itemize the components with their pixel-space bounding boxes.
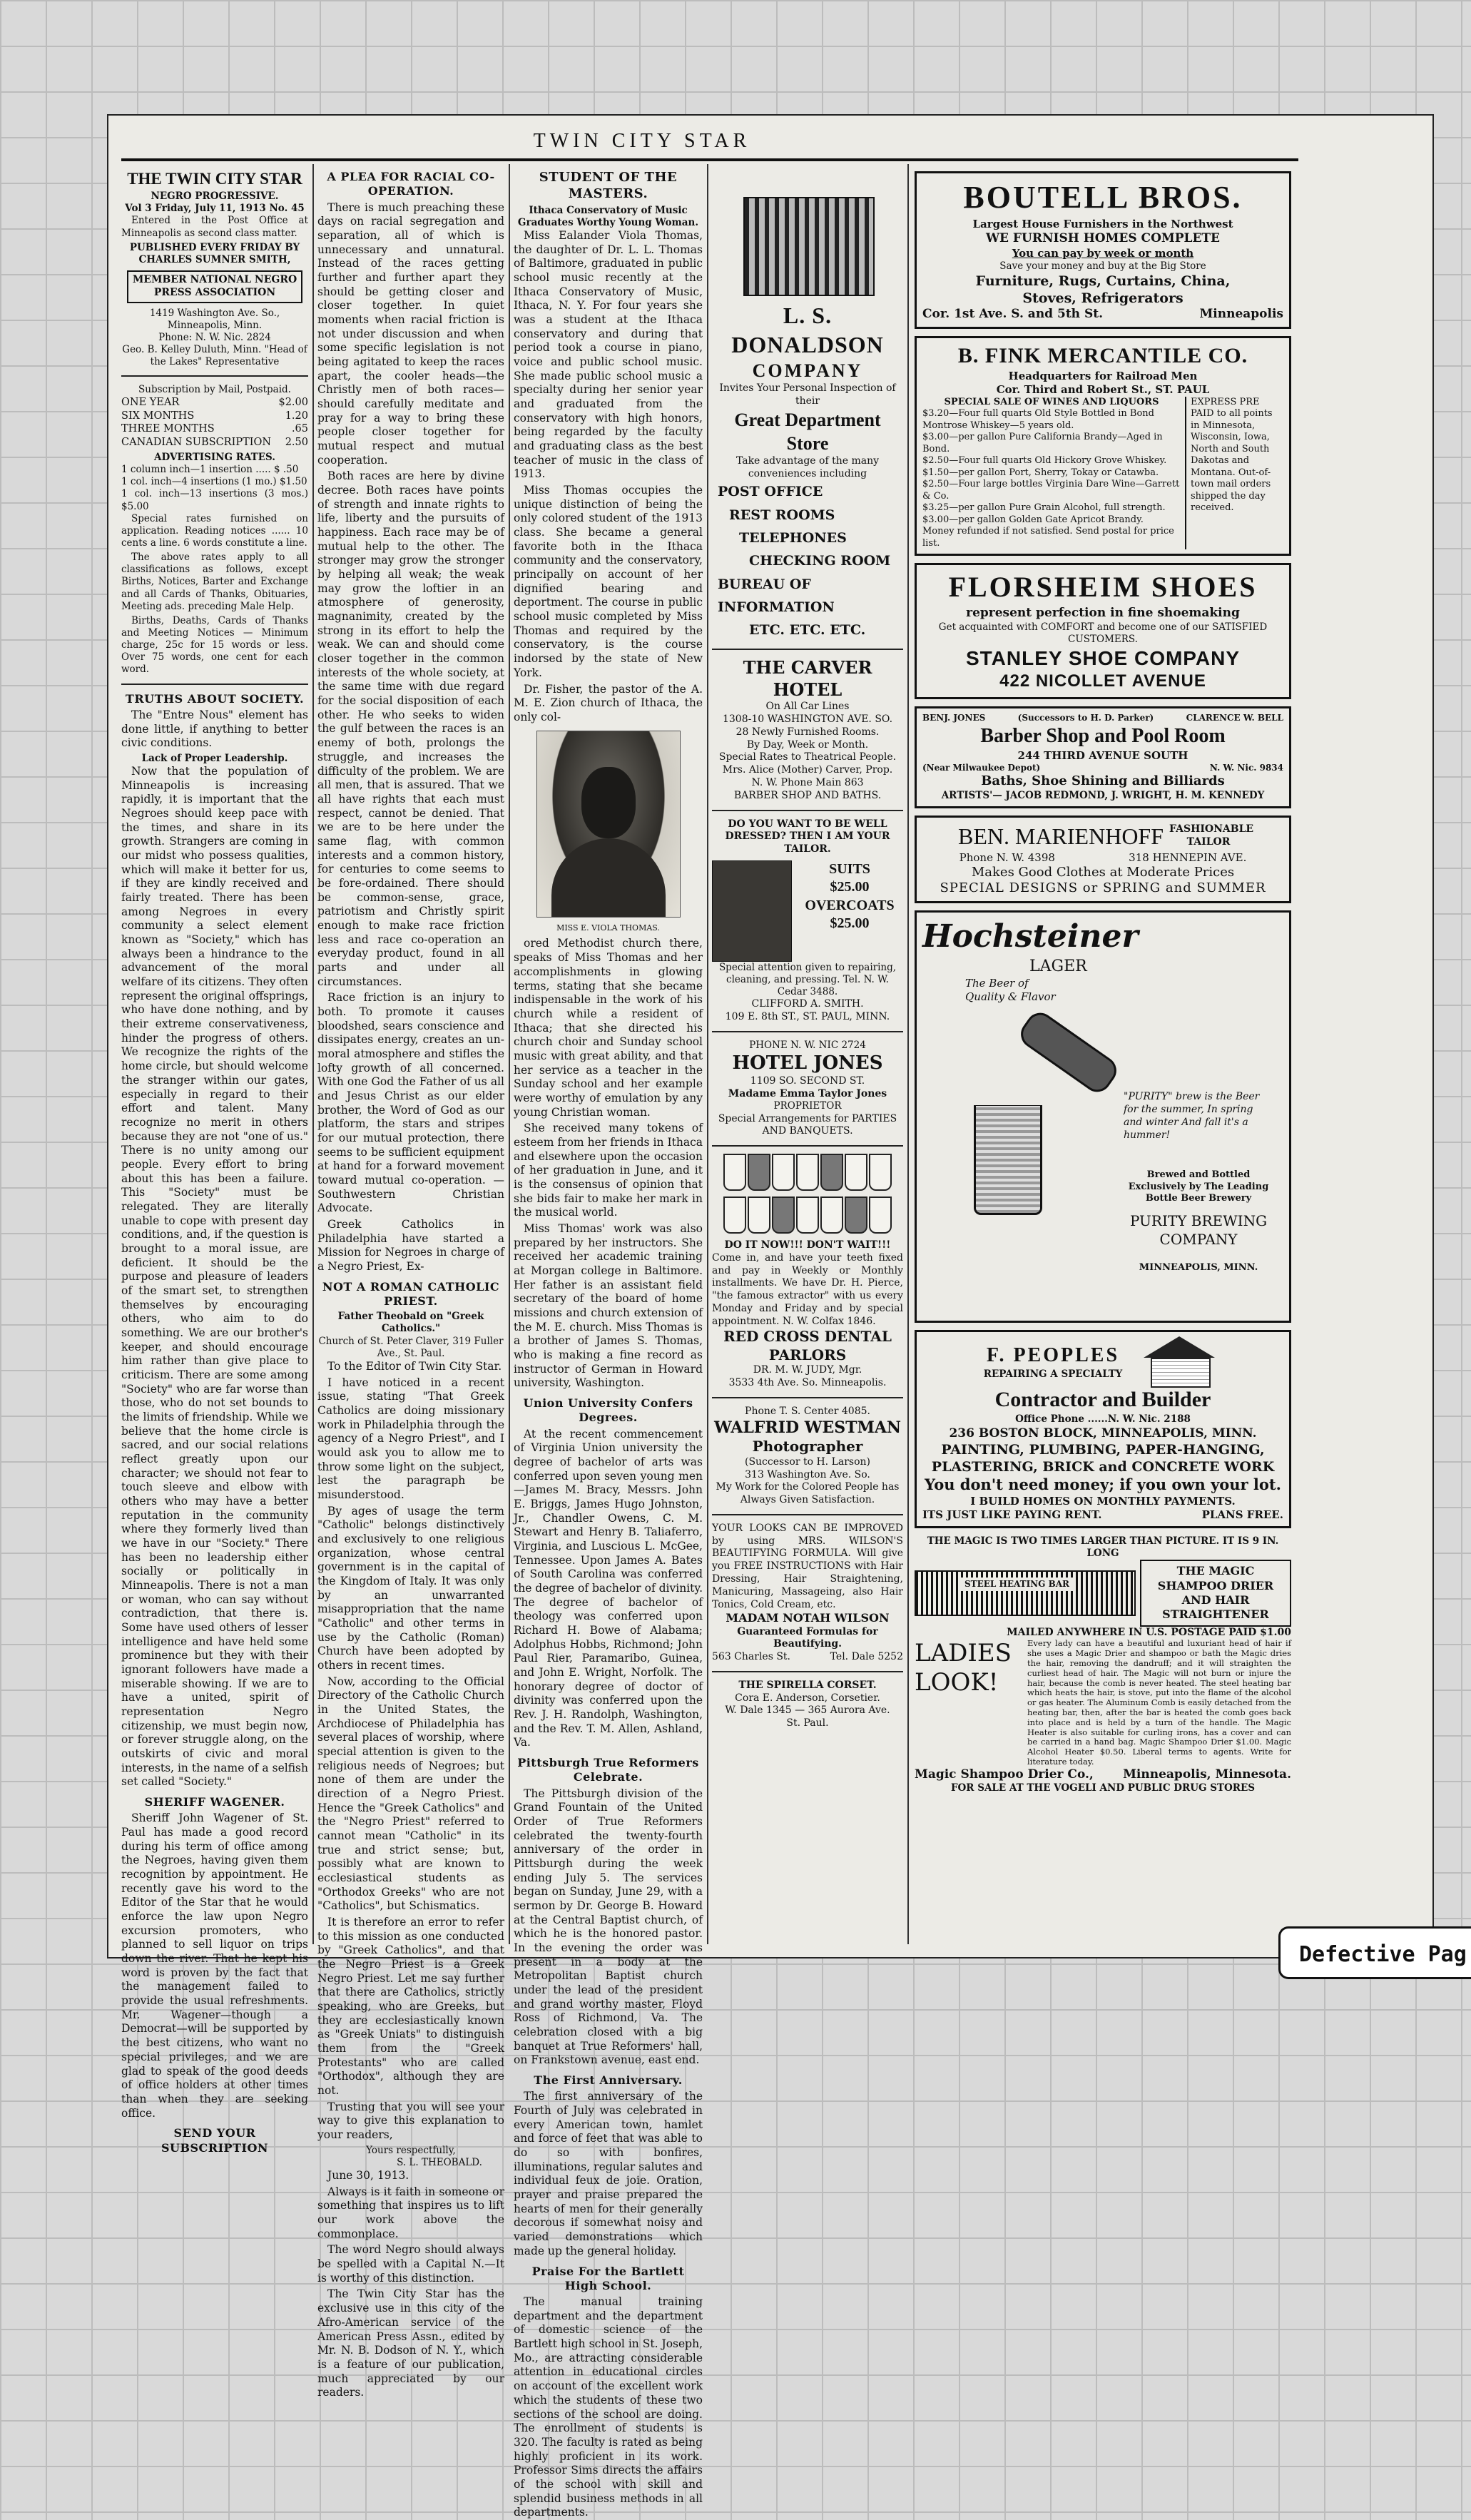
ad-line: 1308-10 WASHINGTON AVE. SO. <box>722 713 893 726</box>
paragraph: The manual training department and the department of domestic science of the Bartlett high school in St. Joseph, Mo., are attracting considerable attention in educational circles on account of the excellent work which the students of these two sections of the school are doing. The enrollment of students is 320. The faculty is rated as being highly proficient in its work. Professor Sims directs the affairs of the school with skill and splendid business methods in all departments. <box>514 2295 703 2519</box>
ad-title: Barber Shop and Pool Room <box>980 725 1226 748</box>
paragraph: Sheriff John Wagener of St. Paul has made a good record during his term of office among the Negroes, having given them recognition by appointment. He recently gave his word to the Editor of the Star that he would enforce the law upon Negro excursion promoters, who planned to sell liquor on trips down the river. That he kept his word is proven by the fact that the management failed to provide the usual refreshments. Mr. Wagener—though a Democrat—will be supported by the best citizens, who want no special privileges, and we are glad to speak of the good deeds of office holders at other times than when they are seeking office. <box>121 1812 308 2120</box>
ad-line: Special attention given to repairing, cleaning, and pressing. Tel. N. W. Cedar 3488. <box>718 961 897 998</box>
ad-line: "PURITY" brew is the Beer for the summer, In spring and winter And fall it's a hummer! <box>1124 1091 1260 1141</box>
headline-plea: A PLEA FOR RACIAL CO-OPERATION. <box>327 170 495 198</box>
ad-title: L. S. DONALDSON <box>731 303 884 357</box>
paragraph: ored Methodist church there, speaks of Miss Thomas and her accomplishments in glowing terms, stating that she became indispensable in the work of his church while a resident of Ithaca; that she directed his church choir and Sunday school music with great ability, and that her service as a teacher in the Sunday school and her example were worthy of emulation by any young Christian woman. <box>514 937 703 1119</box>
ad-line: PURITY BREWING COMPANY <box>1129 1212 1268 1248</box>
paragraph: To the Editor of Twin City Star. <box>327 1359 502 1373</box>
ad-line: Cora E. Anderson, Corsetier. <box>735 1692 880 1704</box>
ad-line: Stoves, Refrigerators <box>1022 290 1184 306</box>
adv-rate: 1 col. inch—13 insertions (3 mos.) $5.00 <box>121 488 308 512</box>
ad-title: BOUTELL BROS. <box>963 180 1243 215</box>
ad-title: WALFRID WESTMAN <box>713 1418 902 1437</box>
representative: Geo. B. Kelley Duluth, Minn. "Head of the Lakes" Representative <box>122 344 307 368</box>
column-rule <box>707 164 708 1944</box>
ad-line: THE MAGIC IS TWO TIMES LARGER THAN PICTURE. IT IS 9 IN. LONG <box>927 1535 1279 1560</box>
list-item: $3.00—per gallon Golden Gate Apricot Brandy. <box>922 514 1144 525</box>
ad-line: 236 BOSTON BLOCK, MINNEAPOLIS, MINN. <box>949 1426 1257 1441</box>
headline-student: STUDENT OF THE MASTERS. <box>539 170 678 201</box>
ad-line: N. W. Phone Main 863 <box>751 776 864 788</box>
ad-line: Magic Shampoo Drier Co., Minneapolis, Minnesota. <box>915 1767 1291 1782</box>
price: $25.00 <box>830 915 870 931</box>
adv-heading: ADVERTISING RATES. <box>154 452 275 464</box>
ad-spirella <box>712 1680 903 1730</box>
list-item: ETC. ETC. ETC. <box>749 622 866 639</box>
ad-line: The Beer of Quality & Flavor <box>965 977 1056 1004</box>
liquor-list <box>922 397 1181 550</box>
ad-line: 109 E. 8th ST., ST. PAUL, MINN. <box>725 1010 890 1022</box>
bottle-icon <box>1015 1007 1121 1097</box>
ad-boutell <box>915 171 1291 329</box>
comb-label: STEEL HEATING BAR <box>959 1577 1075 1591</box>
rate-row: CANADIAN SUBSCRIPTION 2.50 <box>121 436 308 448</box>
subhead: Ithaca Conservatory of Music Graduates Worthy Young Woman. <box>517 204 699 228</box>
paragraph: Miss Ealander Viola Thomas, the daughter of Dr. L. L. Thomas of Baltimore, graduated in public school music recently at the Ithaca Conservatory of Music, Ithaca, N. Y. For four years she was a student at the Ithaca conservatory and during that period took a course in piano, voice and public school music. She made public school music a specialty during her senior year and graduated from the conservatory with high honors, being regarded by the faculty and graduating class as the best teacher of music in the class of 1913. <box>514 229 703 481</box>
ad-line: YOUR LOOKS CAN BE IMPROVED by using MRS. WILSON'S BEAUTIFYING FORMULA. Will give you FREE INSTRUCTIONS with Hair Dressing, Hair Straightening, Manicuring, Massageing, also Hair Tonics, Cold Cream, etc. <box>712 1522 903 1610</box>
ad-line: 313 Washington Ave. So. <box>745 1468 870 1480</box>
column-4 <box>712 164 903 1944</box>
ad-title: THE CARVER HOTEL <box>743 657 872 700</box>
ad-line: 422 NICOLLET AVENUE <box>999 671 1206 691</box>
paragraph: At the recent commencement of Virginia Union university the degree of bachelor of arts was conferred upon seven young men—James M. Bracy, Messrs. John E. Briggs, James Hugo Johnston, Jr., Chandler Owens, C. M. Stewart and Henry B. Taliaferro, Virginia, and Luscious L. McGee, Tennessee. Upon James A. Bates of South Carolina was conferred the degree of bachelor of divinity. The degree of bachelor of theology was conferred upon Richard H. Bowe of Alabama; Adolphus Hobbs, Richmond; John Paul Rier, Paramaribo, Guinea, and John E. Wright, Norfolk. The honorary degree of doctor of divinity was conferred upon the Rev. J. H. Randolph, Washington, and the Rev. T. M. Allen, Ashland, Va. <box>514 1427 703 1749</box>
photo-caption: MISS E. VIOLA THOMAS. <box>556 923 660 933</box>
tailor-portrait <box>712 860 792 962</box>
glass-icon <box>974 1105 1042 1215</box>
ad-line: Special Rates to Theatrical People. <box>718 751 897 763</box>
ad-line: PHONE N. W. NIC 2724 <box>749 1039 866 1051</box>
special-rates: Special rates furnished on application. Reading notices ...... 10 cents a line. 6 words constitute a line. <box>121 512 308 549</box>
building-icon <box>743 197 875 296</box>
paragraph: By ages of usage the term "Catholic" belongs distinctively and exclusively to one religious organization, whose central government is in the capital of the Kingdom of Italy. It was only by an unwarranted misappropriation that the name "Catholic" and other terms in use by the Catholic (Roman) Church have been adopted by others in recent times. <box>317 1504 504 1672</box>
defective-page-tab: Defective Pag <box>1278 1926 1471 1979</box>
ad-line: DO YOU WANT TO BE WELL DRESSED? THEN I AM YOUR TAILOR. <box>725 818 890 855</box>
ad-line: Cor. 1st Ave. S. and 5th St. Minneapolis <box>922 306 1283 321</box>
paragraph: Dr. Fisher, the pastor of the A. M. E. Zion church of Ithaca, the only col- <box>514 682 703 723</box>
column-rule <box>907 164 909 1944</box>
ad-line: Madame Emma Taylor Jones <box>728 1087 887 1099</box>
ad-line: Save your money and buy at the Big Store <box>999 260 1206 272</box>
ad-line: 1109 SO. SECOND ST. <box>750 1074 865 1087</box>
signoff: Yours respectfully, <box>366 2144 456 2156</box>
ad-line: DR. M. W. JUDY, Mgr. <box>753 1364 862 1376</box>
adv-rate: 1 col. inch—4 insertions (1 mo.) $1.50 <box>121 476 307 488</box>
paragraph: Race friction is an injury to both. To promote it causes bloodshed, sears conscience and dissipates energy, creates an un-moral atmosphere and stifles the lofty growth of all concerned. With one God the Father of us all and Jesus Christ as our elder brother, the Word of God as our platform, the stars and stripes for our mutual protection, there seems to be sufficient equipment at hand for a forward movement toward mutual co-operation. — Southwestern Christian Advocate. <box>317 991 504 1215</box>
ad-line: Special Arrangements for PARTIES AND BANQUETS. <box>718 1112 897 1137</box>
ad-body: Every lady can have a beautiful and luxuriant head of hair if she uses a Magic Drier and shampoo or bath the Magic dries the hair, removing the dandruff; and it will straighten the curliest head of hair. The Magic will not burn or injure the hair, because the comb is never heated. The steel heating bar which heats the hair, is stove, put into the flame of the alcohol or gas heater. The Aluminum Comb is easily detached from the heating bar, then, after the bar is heated the comb goes back into place and is held by a turn of the handle. The Magic Heater is also suitable for curling irons, has a cover and can be carried in a hand bag. Magic Shampoo Drier $1.00. Magic Alcohol Heater $0.50. Liberal terms to agents. Write for literature today. <box>1027 1638 1291 1767</box>
list-item: CHECKING ROOM <box>749 553 891 569</box>
ad-subtitle: STANLEY SHOE COMPANY <box>965 646 1241 669</box>
ad-line: Cor. Third and Robert St., ST. PAUL <box>996 382 1210 396</box>
paragraph: Always is it faith in someone or something that inspires us to lift our work above the commonplace. <box>317 2185 504 2240</box>
ad-line: You can pay by week or month <box>1012 246 1194 260</box>
entered-notice: Entered in the Post Office at Minneapolis as second class matter. <box>121 215 308 239</box>
portrait-shoulders <box>551 838 666 917</box>
ad-donaldson <box>712 301 903 641</box>
ad-line: 563 Charles St. Tel. Dale 5252 <box>712 1651 903 1663</box>
headline-sheriff: SHERIFF WAGENER. <box>144 1795 285 1809</box>
ad-subtitle: Photographer <box>752 1438 863 1455</box>
ad-line: Invites Your Personal Inspection of their <box>719 382 896 407</box>
price: $25.00 <box>830 879 870 895</box>
ad-line: Furniture, Rugs, Curtains, China, <box>975 273 1231 289</box>
ad-subtitle: LAGER <box>1029 957 1087 976</box>
births-notice: Births, Deaths, Cards of Thanks and Meeting Notices — Minimum charge, 25c for 15 words or less. Over 75 words, one cent for each word. <box>121 614 308 676</box>
ad-line: REPAIRING A SPECIALTY <box>983 1368 1123 1380</box>
ad-line: Come in, and have your teeth fixed and pay in Weekly or Monthly installments. We have Dr. H. Pierce, "the famous extractor" with us every Monday and Friday and by special appointment. N. W. Colfax 1846. <box>712 1251 903 1327</box>
rate-row: THREE MONTHS .65 <box>121 423 308 435</box>
ad-line: Baths, Shoe Shining and Billiards <box>981 773 1225 788</box>
ad-line: On All Car Lines <box>765 701 850 713</box>
paragraph: Trusting that you will see your way to give this explanation to your readers, <box>317 2100 504 2142</box>
ad-line: Brewed and Bottled Exclusively by The Leading Bottle Beer Brewery <box>1128 1169 1269 1204</box>
paragraph: Greek Catholics in Philadelphia have started a Mission for Negroes in charge of a Negro Priest, Ex- <box>317 1218 504 1274</box>
ad-line: By Day, Week or Month. <box>746 738 869 751</box>
subhead: Lack of Proper Leadership. <box>141 752 288 764</box>
list-item: $2.50—Four full quarts Old Hickory Grove Whiskey. <box>922 455 1167 467</box>
column-1 <box>121 164 308 2155</box>
divider <box>121 375 308 377</box>
paragraph: Now, according to the Official Directory of the Catholic Church in the United States, the Archdiocese of Philadelphia has several places of worship, where special attention is given to the religious needs of Negroes; but none of them are under the direction of a Negro Priest. Hence the "Greek Catholics" and the "Negro Priest" referred to cannot mean "Catholic" in its true and strict sense; but, possibly what are known to ecclesiastical students as "Orthodox Greeks" who are not "Catholics", but Schismatics. <box>317 1675 504 1913</box>
ad-line: Makes Good Clothes at Moderate Prices <box>971 864 1235 880</box>
subs-heading: Subscription by Mail, Postpaid. <box>138 384 291 396</box>
ad-line: SUITS <box>829 860 870 877</box>
ad-westman <box>712 1406 903 1507</box>
paragraph: Now that the population of Minneapolis is increasing rapidly, it is important that the Negroes should keep pace with the times, and share in its growth. Strangers are coming in our midst who possess qualities, which will make it better for us, if they are kindly received and fairly treated. There has been among Negroes in every community a select element known as "Society," which has always been a hindrance to the advancement of the moral welfare of its citizens. They often represent the original offsprings, who have done nothing, and by their extreme conservativeness, hinder the progress of others. We recognize the rights of the home circle, but should welcome the stranger within our gates, especially in regard to their effort and talent. Many recognize no merit in others because they are not "one of us." There is no unity among our people. Every effort to bring about this has been a failure. This "Society" must be relegated. They are literally unable to cope with present day conditions, and, if the question is brought to a moral issue, are deficient. It should be the purpose and pleasure of leaders of the smart set, to strengthen themselves by encouraging others, who aim to do something. We are our brother's keeper, and should encourage him rather than give place to criticism. There are some among "Society" who are far worse than those, who do not set bounds to the limits of friendship. While we believe that the home circle is sacred, and our social relations reflect greatly upon our character; we should not fear to touch sleeve and elbow with others who may have a better reputation in the community where they formerly lived than we have in our "Society." There has been no leadership either socially or politically in Minneapolis. There is not a man or woman, who can say without contradiction, that there is. Some have used others of lesser intelligence and have held some prominence but they with their ignorant followers have made a miserable showing. If we are to have a united, spirit of representation Negro citizenship, we must begin now, or forever struggle along, on the outskirts of civic and moral interests, in the name of a selfish set called "Society." <box>121 765 308 1789</box>
ad-carver <box>712 657 903 802</box>
letter-address: Church of St. Peter Claver, 319 Fuller Ave., St. Paul. <box>318 1335 504 1359</box>
masthead-title: THE TWIN CITY STAR <box>127 170 302 188</box>
ad-line: Headquarters for Railroad Men <box>1008 369 1198 382</box>
ad-line: Great Department Store <box>734 409 881 454</box>
paragraph: The first anniversary of the Fourth of July was celebrated in every American town, hamlet and force of feet that was able to do so with bonfires, illuminations, regular salutes and individual feux de joie. Oration, prayer and praise prepared the hearts of men for their generally decorous if somewhat noisy and varied demonstrations which made up the general holiday. <box>514 2090 703 2257</box>
ad-wilson <box>712 1523 903 1664</box>
ad-line: 3533 4th Ave. So. Minneapolis. <box>728 1377 887 1389</box>
paragraph: I have noticed in a recent issue, stating "That Greek Catholics are doing missionary work in Philadelphia through the agency of a Negro Priest", and I would ask you to allow me to throw some light on the subject, lest the paragraph be misunderstood. <box>317 1376 504 1501</box>
paragraph: Both races are here by divine decree. Both races have points of strength and innate rights to life, liberty and the pursuits of happiness. Each race may be of mutual help to the other. The stronger may grow the stronger by helping all weak; the weak may grow the loftier in an atmosphere of generosity, magnanimity, created by the strong in its effort to help the weak. We can and should come closer together in the common interests of the whole society, at the same time with due regard for the social disposition of each other. He who seeks to widen the gulf between the races is an enemy of both, prolongs the struggle, and increases the difficulty of the problem. We are all men, that is assured. That we all have rights that each must respect, cannot be denied. That we are to be here under the same flag, with common interests and a common history, for centuries to come seems to be fore-ordained. There should be common-sense, grace, patriotism and Christly spirit enough to make race friction less and race co-operation an everyday product, found in all parts and under all circumstances. <box>317 469 504 988</box>
ad-subtitle: COMPANY <box>752 360 863 382</box>
ad-line: WE FURNISH HOMES COMPLETE <box>985 230 1221 245</box>
comb-illustration <box>915 1570 1136 1616</box>
masthead-motto: NEGRO PROGRESSIVE. <box>151 190 279 203</box>
headline-union: Union University Confers Degrees. <box>523 1396 693 1425</box>
ad-line: 28 Newly Furnished Rooms. <box>736 726 880 738</box>
ad-title: LADIES LOOK! <box>915 1639 1012 1697</box>
ad-line: W. Dale 1345 — 365 Aurora Ave. <box>725 1704 890 1717</box>
ad-title: HOTEL JONES <box>732 1052 883 1074</box>
ad-line: DO IT NOW!!! DON'T WAIT!!! <box>724 1239 891 1251</box>
paragraph: Miss Thomas occupies the unique distinction of being the only colored student of the 1913 class. She became a general favorite both in the Ithaca community and the conservatory, principally on account of her dignified bearing and deportment. The course in public school music completed by Miss Thomas and required by the conservatory, is the course indorsed by the state of New York. <box>514 484 703 679</box>
brand-logo: Hochsteiner <box>922 918 1139 955</box>
ad-line: ITS JUST LIKE PAYING RENT. PLANS FREE. <box>922 1508 1283 1522</box>
office-phone: Phone: N. W. Nic. 2824 <box>158 331 271 343</box>
ad-line: Get acquainted with COMFORT and become one of our SATISFIED CUSTOMERS. <box>938 621 1268 645</box>
ad-line: Phone T. S. Center 4085. <box>745 1405 870 1417</box>
ad-line: SPECIAL DESIGNS or SPRING and SUMMER <box>940 880 1266 896</box>
list-item: $1.50—per gallon Port, Sherry, Tokay or Catawba. <box>922 467 1159 478</box>
rate-row: SIX MONTHS 1.20 <box>121 410 308 422</box>
ad-line: BENJ. JONES (Successors to H. D. Parker) CLARENCE W. BELL <box>922 712 1283 723</box>
list-item: $3.00—per gallon Pure California Brandy—Aged in Bond. <box>922 432 1163 454</box>
list-item: BUREAU OF INFORMATION <box>718 576 835 615</box>
portrait-photo <box>536 731 681 918</box>
column-5 <box>915 164 1291 1944</box>
office-address: 1419 Washington Ave. So., Minneapolis, Minn. <box>149 307 280 331</box>
paragraph: The word Negro should always be spelled with a Capital N.—It is worthy of this distinction. <box>317 2243 504 2285</box>
ad-line: Take advantage of the many conveniences including <box>736 454 880 479</box>
column-rule <box>509 164 510 1944</box>
divider <box>121 684 308 685</box>
ad-marienhoff <box>915 816 1291 903</box>
ad-line: PLASTERING, BRICK and CONCRETE WORK <box>931 1459 1275 1475</box>
running-head: TWIN CITY STAR <box>533 130 751 152</box>
divider <box>712 1145 903 1147</box>
ad-title: B. FINK MERCANTILE CO. <box>957 343 1248 367</box>
ad-line: (Successor to H. Larson) <box>744 1455 871 1468</box>
ad-line: ARTISTS'— JACOB REDMOND, J. WRIGHT, H. M. KENNEDY <box>941 789 1265 801</box>
list-item: $2.50—Four large bottles Virginia Dare Wine—Garrett & Co. <box>922 479 1180 502</box>
headline-not-roman: NOT A ROMAN CATHOLIC PRIEST. <box>322 1279 500 1308</box>
ad-line: (Near Milwaukee Depot) N. W. Nic. 9834 <box>922 762 1283 773</box>
list-item: TELEPHONES <box>739 529 847 546</box>
ad-title: RED CROSS DENTAL PARLORS <box>723 1328 892 1363</box>
ad-line: You don't need money; if you own your lot. <box>925 1475 1281 1494</box>
ad-subtitle: FASHIONABLE TAILOR <box>1169 823 1254 848</box>
teeth-illustration <box>712 1154 903 1191</box>
headline-bartlett: Praise For the Bartlett High School. <box>531 2264 685 2292</box>
ad-line: Largest House Furnishers in the Northwest <box>972 217 1233 230</box>
ad-line: SPECIAL SALE OF WINES AND LIQUORS <box>944 396 1159 407</box>
ad-tailor <box>712 818 903 1024</box>
teeth-illustration <box>712 1197 903 1234</box>
ad-line: My Work for the Colored People has Always Given Satisfaction. <box>716 1481 900 1506</box>
house-icon <box>1136 1336 1222 1386</box>
ad-title: F. PEOPLES <box>986 1343 1120 1366</box>
paragraph: It is therefore an error to refer to this mission as one conducted by "Greek Catholics", and that the Negro Priest is a Greek Negro Priest. Let me say further that there are Catholics, strictly speaking, who are Greeks, but they are ecclesiastically known as "Greek Uniats" to distinguish them from the "Greek Protestants" who are called "Orthodox", although they are not. <box>317 1916 504 2098</box>
column-rule <box>312 164 314 1944</box>
brand-logo: THE MAGIC SHAMPOO DRIER AND HAIR STRAIGHTENER <box>1140 1560 1291 1626</box>
paragraph: Miss Thomas' work was also prepared by her instructors. She received her academic training at Morgan college in Baltimore. Her father is an assistant field secretary of the board of home missions and church extension of the M. E. church. Miss Thomas is a brother of James S. Thomas, who is making a fine record as instructor of German in Howard university, Washington. <box>514 1221 703 1390</box>
published-by: PUBLISHED EVERY FRIDAY BY <box>129 241 300 253</box>
send-subscription: SEND YOUR SUBSCRIPTION <box>161 2126 269 2155</box>
ad-line: Phone N. W. 4398 318 HENNEPIN AVE. <box>959 850 1247 864</box>
ad-hochsteiner <box>915 910 1291 1323</box>
ad-line: MINNEAPOLIS, MINN. <box>1139 1262 1258 1274</box>
divider <box>712 1514 903 1515</box>
header-rule <box>121 158 1298 161</box>
ad-hotel-jones <box>712 1040 903 1138</box>
classified-rates: The above rates apply to all classifications as follows, except Births, Notices, Barter and Exchange and all Cards of Thanks, Obituaries, Meeting ads. preceding Male Help. <box>121 552 308 612</box>
ad-fink <box>915 336 1291 557</box>
list-item: POST OFFICE <box>718 484 823 500</box>
list-item: $3.20—Four full quarts Old Style Bottled in Bond Montrose Whiskey—5 years old. <box>922 408 1154 431</box>
ad-line: BARBER SHOP AND BATHS. <box>733 789 882 801</box>
ad-dental <box>712 1154 903 1390</box>
signature: S. L. THEOBALD. <box>397 2156 482 2168</box>
ad-line: PAINTING, PLUMBING, PAPER-HANGING, <box>941 1442 1265 1458</box>
divider <box>712 649 903 650</box>
headline-first: The First Anniversary. <box>534 2073 683 2088</box>
ad-florsheim <box>915 563 1291 699</box>
subhead: Father Theobald on "Greek Catholics." <box>337 1311 484 1335</box>
ad-peoples <box>915 1330 1291 1528</box>
paragraph: The Pittsburgh division of the Grand Fountain of the United Order of True Reformers celebrated the twenty-fourth anniversary of the order in Pittsburgh during the week ending July 5. The services began on Sunday, June 29, with a sermon by Dr. George B. Howard at the Central Baptist church, of which he is the honored pastor. In the evening the order was present in a body at the Metropolitan Baptist church under the lead of the president and grand worthy master, Floyd Ross of Richmond, Va. The celebration closed with a big banquet at True Reformers' hall, on Frankstown avenue, east end. <box>514 1787 703 2067</box>
divider <box>712 810 903 811</box>
publisher-name: CHARLES SUMNER SMITH, <box>138 253 291 265</box>
ad-line: Office Phone ......N. W. Nic. 2188 <box>1015 1413 1191 1426</box>
member-box: MEMBER NATIONAL NEGRO PRESS ASSOCIATION <box>127 270 302 303</box>
list-item: $3.25—per gallon Pure Grain Alcohol, full strength. <box>922 502 1166 514</box>
ad-line: OVERCOATS <box>805 897 895 913</box>
ad-line: 244 THIRD AVENUE SOUTH <box>1017 748 1188 762</box>
ad-line: Mrs. Alice (Mother) Carver, Prop. <box>722 764 893 776</box>
ad-title: THE SPIRELLA CORSET. <box>738 1679 877 1691</box>
ad-list <box>712 480 903 641</box>
ad-line: represent perfection in fine shoemaking <box>966 606 1240 620</box>
portrait-face <box>581 767 636 838</box>
ad-line: PROPRIETOR <box>773 1100 842 1112</box>
ad-line: FOR SALE AT THE VOGELI AND PUBLIC DRUG STORES <box>950 1782 1256 1794</box>
ad-subtitle: Contractor and Builder <box>994 1388 1211 1412</box>
express-note: EXPRESS PRE PAID to all points in Minnesota, Wisconsin, Iowa, North and South Dakotas and Montana. Out-of-town mail orders shipped the day received. <box>1185 397 1283 550</box>
adv-rate: 1 column inch—1 insertion ..... $ .50 <box>121 464 299 476</box>
ad-title: FLORSHEIM SHOES <box>948 571 1258 604</box>
ad-line: St. Paul. <box>786 1717 829 1729</box>
fink-body <box>922 397 1283 550</box>
ad-line: Guaranteed Formulas for Beautifying. <box>737 1625 878 1650</box>
store-building-illustration <box>722 168 893 297</box>
rate-row: ONE YEAR $2.00 <box>121 397 308 409</box>
paragraph: There is much preaching these days on racial segregation and separation, all of which is unnecessary and unnatural. Instead of the races getting further and further apart they should be getting closer and closer together. In quiet moments when racial friction is not under discussion and when some specific legislation is not being agitated to keep the races apart, the cooler heads—the Christly men of both races—should carefully meditate and pray for a way to bring these people closer together for mutual respect and mutual cooperation. <box>317 200 504 467</box>
ad-title: MADAM NOTAH WILSON <box>726 1611 890 1625</box>
ad-line: CLIFFORD A. SMITH. <box>751 998 864 1010</box>
subscription-rates <box>121 396 308 449</box>
column-2 <box>317 164 504 2399</box>
paragraph: She received many tokens of esteem from her friends in Ithaca and elsewhere upon the occasion of her graduation in June, and it is the consensus of opinion that she bids fair to make her mark in the musical world. <box>514 1122 703 1219</box>
divider <box>712 1671 903 1672</box>
beer-illustration <box>931 1020 1116 1255</box>
list-item: REST ROOMS <box>729 507 835 523</box>
ad-barber <box>915 706 1291 808</box>
headline-pittsburgh: Pittsburgh True Reformers Celebrate. <box>517 1756 699 1784</box>
divider <box>712 1397 903 1398</box>
ad-line: Money refunded if not satisfied. Send postal for price list. <box>922 526 1174 549</box>
column-3 <box>514 164 703 2519</box>
ad-line: I BUILD HOMES ON MONTHLY PAYMENTS. <box>970 1495 1236 1508</box>
ad-line: MAILED ANYWHERE IN U.S. POSTAGE PAID $1.00 <box>1007 1626 1291 1638</box>
ad-title: BEN. MARIENHOFF <box>957 823 1164 849</box>
paragraph: The "Entre Nous" element has done little, if anything to better civic conditions. <box>121 708 308 750</box>
newspaper-page <box>107 114 1434 2519</box>
ad-magic <box>915 1535 1291 1794</box>
date-line: June 30, 1913. <box>327 2169 409 2183</box>
divider <box>712 1031 903 1032</box>
headline-society: TRUTHS ABOUT SOCIETY. <box>125 691 305 706</box>
issue-line: Vol 3 Friday, July 11, 1913 No. 45 <box>125 203 305 215</box>
paragraph: The Twin City Star has the exclusive use in this city of the Afro-American service of the American Press Assn., edited by Mr. N. B. Dodson of N. Y., which is a feature of our publication, much appreciated by our readers. <box>317 2287 504 2399</box>
